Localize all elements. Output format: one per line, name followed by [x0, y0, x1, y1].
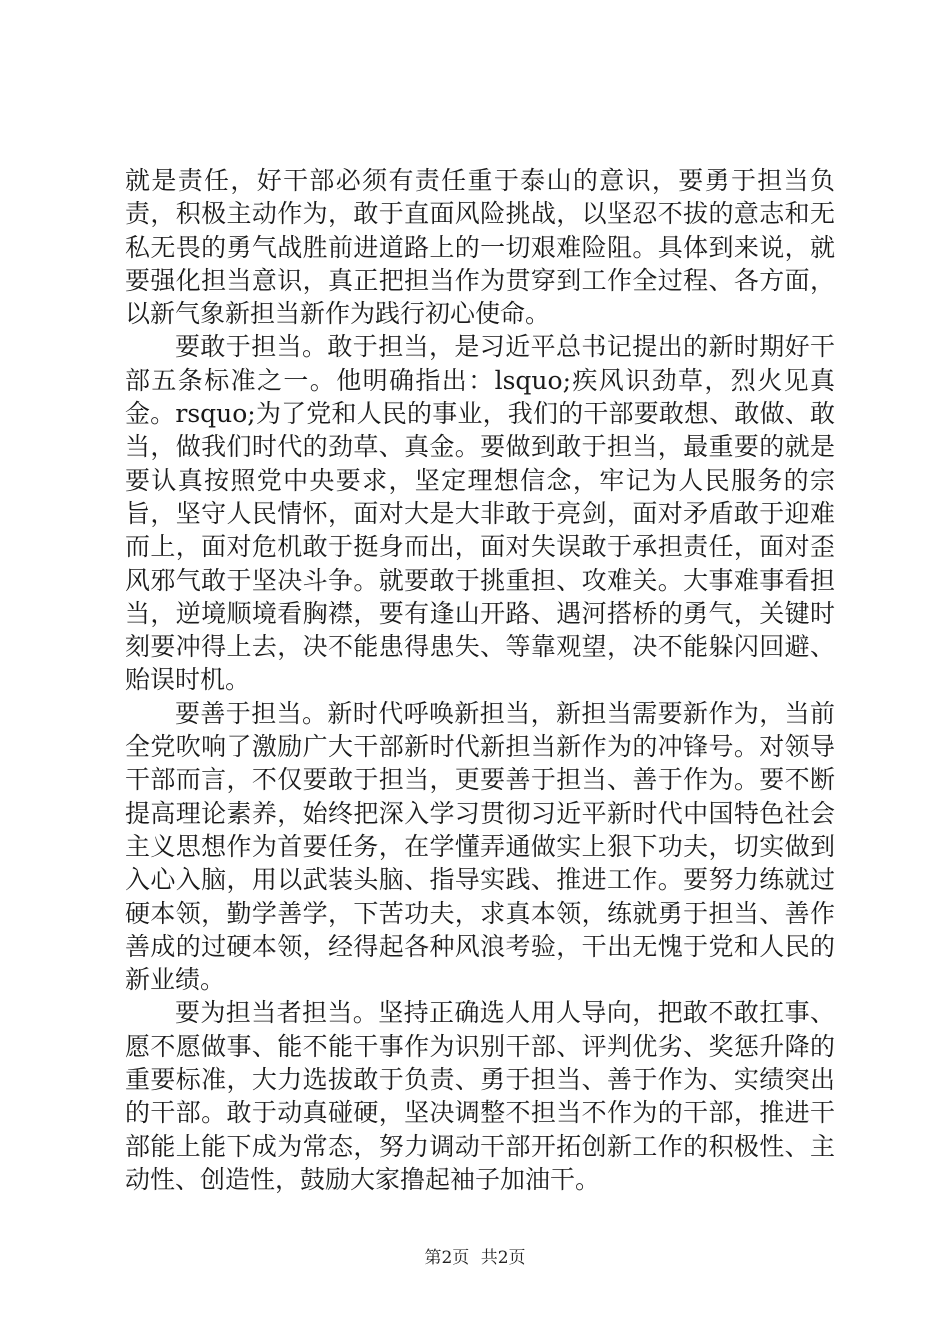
paragraph-dare-to-take-responsibility: 要敢于担当。敢于担当，是习近平总书记提出的新时期好干部五条标准之一。他明确指出：lsquo;疾风识劲草，烈火见真金。rsquo;为了党和人民的事业，我们的干部要敢想、敢做、敢当，做我们时代的劲草、真金。要做到敢于担当，最重要的就是要认真按照党中央要求，坚定理想信念，牢记为人民服务的宗旨，坚守人民情怀，面对大是大非敢于亮剑，面对矛盾敢于迎难而上，面对危机敢于挺身而出，面对失误敢于承担责任，面对歪风邪气敢于坚决斗争。就要敢于挑重担、攻难关。大事难事看担当，逆境顺境看胸襟，要有逢山开路、遇河搭桥的勇气，关键时刻要冲得上去，决不能患得患失、等靠观望，决不能躲闪回避、贻误时机。 [125, 332, 835, 695]
paragraph-continuation: 就是责任，好干部必须有责任重于泰山的意识，要勇于担当负责，积极主动作为，敢于直面风险挑战，以坚忍不拔的意志和无私无畏的勇气战胜前进道路上的一切艰难险阻。具体到来说，就要强化担当意识，真正把担当作为贯穿到工作全过程、各方面，以新气象新担当新作为践行初心使命。 [125, 166, 835, 329]
page-footer [0, 1243, 950, 1268]
document-body [125, 164, 835, 1196]
page-number-current: 第2页 [424, 1248, 470, 1268]
page-number-total: 共2页 [480, 1248, 526, 1268]
paragraph-support-responsible-cadres: 要为担当者担当。坚持正确选人用人导向，把敢不敢扛事、愿不愿做事、能不能干事作为识别干部、评判优劣、奖惩升降的重要标准，大力选拔敢于负责、勇于担当、善于作为、实绩突出的干部。敢于动真碰硬，坚决调整不担当不作为的干部，推进干部能上能下成为常态，努力调动干部开拓创新工作的积极性、主动性、创造性，鼓励大家撸起袖子加油干。 [125, 998, 835, 1194]
paragraph-good-at-taking-responsibility: 要善于担当。新时代呼唤新担当，新担当需要新作为，当前全党吹响了激励广大干部新时代新担当新作为的冲锋号。对领导干部而言，不仅要敢于担当，更要善于担当、善于作为。要不断提高理论素养，始终把深入学习贯彻习近平新时代中国特色社会主义思想作为首要任务，在学懂弄通做实上狠下功夫，切实做到入心入脑，用以武装头脑、指导实践、推进工作。要努力练就过硬本领，勤学善学，下苦功夫，求真本领，练就勇于担当、善作善成的过硬本领，经得起各种风浪考验，干出无愧于党和人民的新业绩。 [125, 698, 835, 995]
